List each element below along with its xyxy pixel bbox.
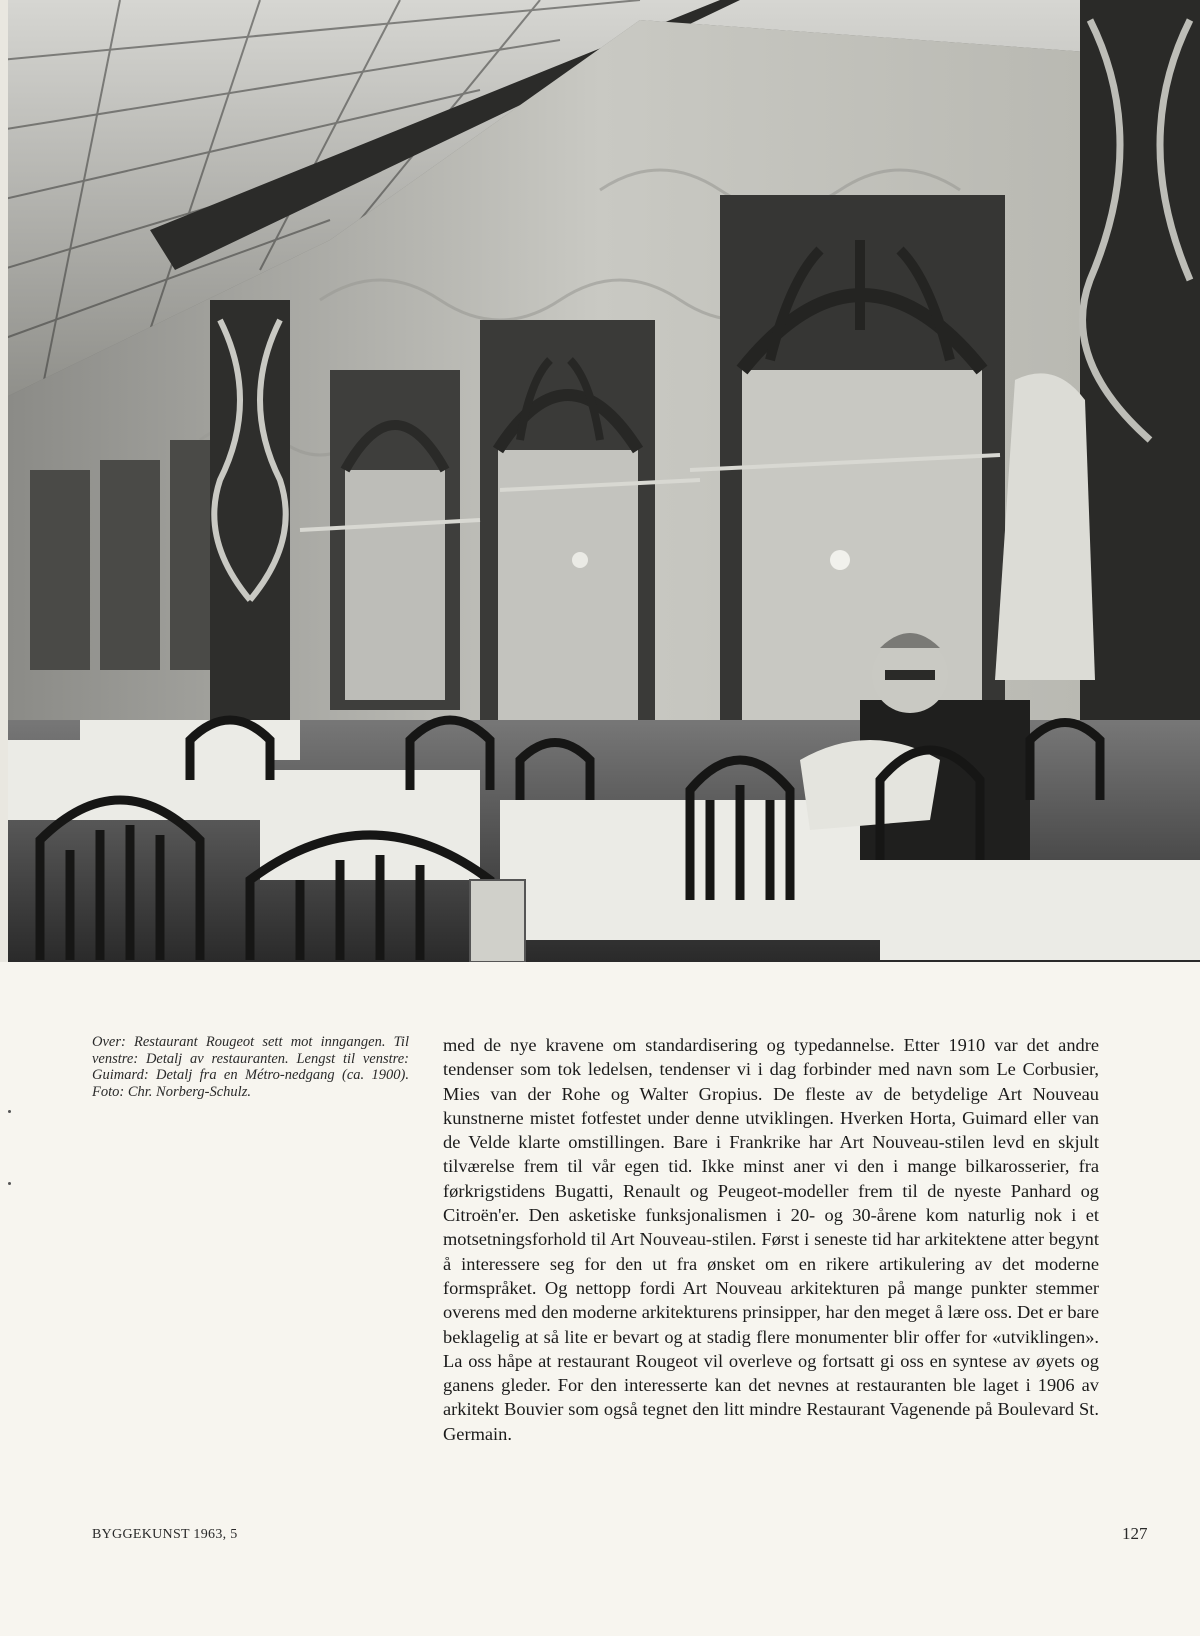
margin-mark — [8, 1110, 11, 1113]
page-number: 127 — [1122, 1524, 1148, 1543]
page-edge — [0, 0, 8, 962]
body-text: med de nye kravene om standardisering og typedannelse. Etter 1910 var det andre tendenser som tok ledelsen, tendenser vi i dag forbinder med navn som Le Corbusier, Mies van der Rohe og Walter Gropius. De fleste av de betydelige Art Nouveau kunstnerne mistet fotfestet under denne utviklingen. Hverken Horta, Guimard eller van de Velde klarte omstillingen. Bare i Frankrike har Art Nouveau-stilen levd en skjult tilværelse frem til vår egen tid. Ikke minst aner vi den i mange bilkarosserier, fra førkrigstidens Bugatti, Renault og Peugeot-modeller frem til de nyeste Panhard og Citroën'er. Den asketiske funksjonalismen i 20- og 30-årene kom naturlig nok i et motsetningsforhold til Art Nouveau-stilen. Først i seneste tid har arkitektene atter begynt å interessere seg for den ut fra ønsket om en rikere artikulering av det moderne formspråket. Og nettopp fordi Art Nouveau arkitekturen på mange punkter stemmer overens med den moderne arkitekturens prinsipper, har den meget å lære oss. Det er bare beklagelig at så lite er bevart og at stadig flere monumenter blir offer for «utviklingen». La oss håpe at restaurant Rougeot vil overleve og fortsatt gi oss en syntese av øyets og ganens gleder. For den interesserte kan det nevnes at restauranten ble laget i 1906 av arkitekt Bouvier som også tegnet den litt mindre Restaurant Vagenende på Boulevard St. Germain. — [443, 1035, 1099, 1444]
journal-footer: BYGGEKUNST 1963, 5 — [92, 1527, 238, 1542]
margin-mark — [8, 1182, 11, 1185]
photo-caption: Over: Restaurant Rougeot sett mot inngangen. Til venstre: Detalj av restauranten. Lengst til venstre: Guimard: Detalj fra en Métro-nedgang (ca. 1900). Foto: Chr. Norberg-Schulz. — [92, 1034, 409, 1100]
